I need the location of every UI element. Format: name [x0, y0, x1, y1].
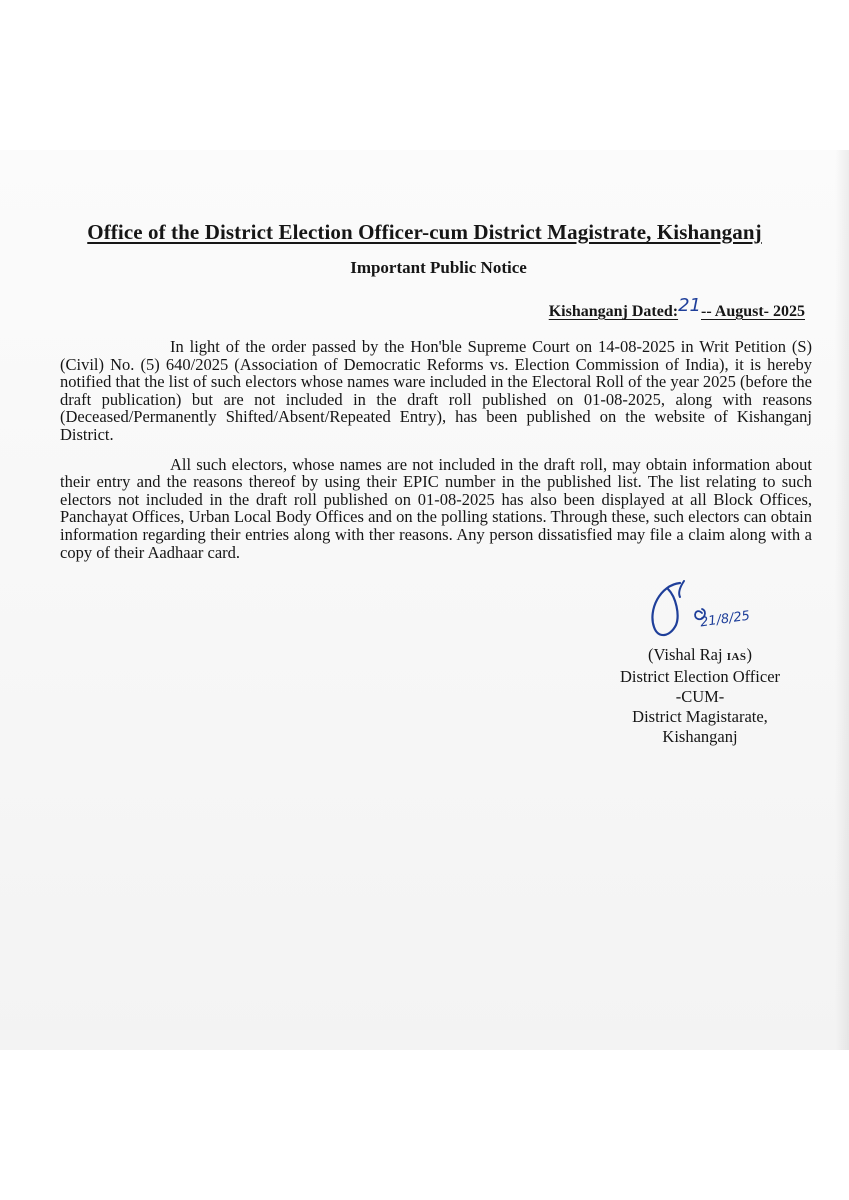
date-prefix: Kishanganj Dated:	[548, 303, 679, 320]
handwritten-date-day: 21	[678, 295, 701, 316]
paper-edge-shadow	[835, 150, 849, 1050]
signatory-name: (Vishal Raj IAS)	[647, 645, 753, 664]
signatory-place: Kishanganj	[662, 727, 738, 746]
dateline	[548, 295, 805, 321]
handwritten-signature-date: 21/8/25	[699, 608, 751, 631]
notice-subtitle: Important Public Notice	[350, 258, 527, 277]
office-title: Office of the District Election Officer-cum District Magistrate, Kishanganj	[87, 220, 762, 244]
designation-line-3: District Magistarate,	[632, 707, 768, 726]
designation-line-2: -CUM-	[675, 687, 725, 706]
date-suffix: -- August- 2025	[700, 303, 805, 320]
notice-body	[60, 338, 812, 573]
signatory-block	[590, 645, 810, 747]
paragraph-2: All such electors, whose names are not included in the draft roll, may obtain information about their entry and the reasons thereof by using their EPIC number in the published list. The list relating to such electors not included in the draft roll published on 01-08-2025 has also been displayed at all Block Offices, Panchayat Offices, Urban Local Body Offices and on the polling stations. Through these, such electors can obtain information regarding their entries along with ther reasons. Any person dissatisfied may file a claim along with a copy of their Aadhaar card.	[60, 454, 812, 562]
designation-line-1: District Election Officer	[619, 667, 781, 686]
paragraph-1: In light of the order passed by the Hon'ble Supreme Court on 14-08-2025 in Writ Petition (S) (Civil) No. (5) 640/2025 (Association of Democratic Reforms vs. Election Commission of India), it is hereby notified that the list of such electors whose names ware included in the Electoral Roll of the year 2025 (before the draft publication) but are not included in the draft roll published on 01-08-2025, along with reasons (Deceased/Permanently Shifted/Absent/Repeated Entry), has been published on the website of Kishanganj District.	[60, 337, 812, 444]
